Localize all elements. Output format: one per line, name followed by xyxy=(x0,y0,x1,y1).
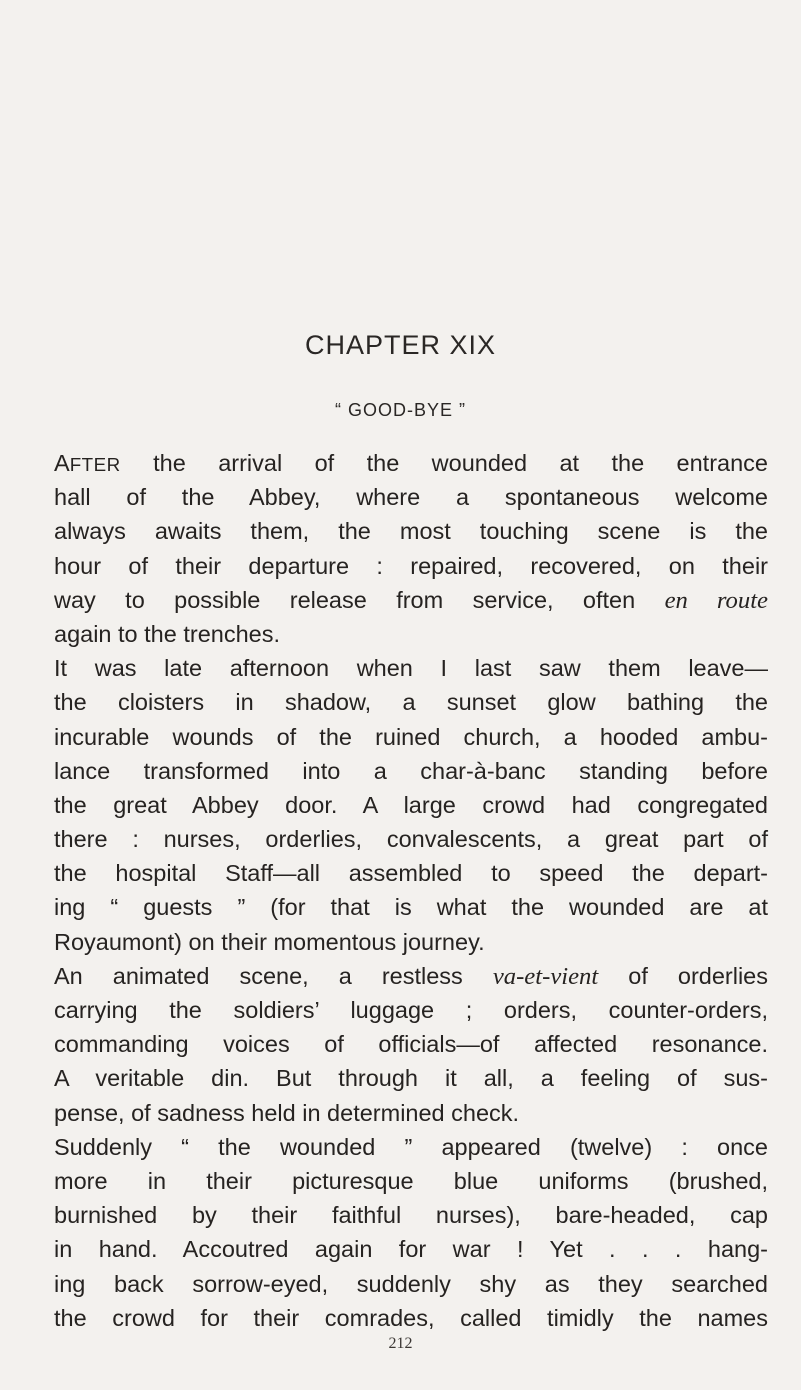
text-line: way to possible release from service, often en route xyxy=(54,586,768,614)
chapter-subtitle: “ GOOD-BYE ” xyxy=(334,400,466,420)
text-line: more in their picturesque blue uniforms (brushed, xyxy=(54,1167,768,1194)
page-number: 212 xyxy=(388,1335,413,1352)
body-text xyxy=(54,446,768,1335)
text-line: lance transformed into a char-à-banc standing before xyxy=(54,757,768,784)
text-line: the crowd for their comrades, called timidly the names xyxy=(54,1304,768,1331)
text-line: always awaits them, the most touching scene is the xyxy=(54,518,768,545)
chapter-title: CHAPTER XIX xyxy=(304,330,497,360)
text-line: again to the trenches. xyxy=(54,620,281,647)
text-line: the cloisters in shadow, a sunset glow bathing the xyxy=(54,689,768,716)
text-line: ing back sorrow-eyed, suddenly shy as they searched xyxy=(54,1270,768,1297)
text-line: commanding voices of officials—of affected resonance. xyxy=(54,1031,768,1058)
text-line: incurable wounds of the ruined church, a hooded ambu- xyxy=(54,723,768,750)
text-line: A veritable din. But through it all, a feeling of sus- xyxy=(54,1065,768,1092)
text-line: An animated scene, a restless va-et-vient of orderlies xyxy=(54,962,769,990)
text-line: hall of the Abbey, where a spontaneous welcome xyxy=(54,484,768,511)
text-line: pense, of sadness held in determined check. xyxy=(54,1099,520,1126)
text-line: there : nurses, orderlies, convalescents, a great part of xyxy=(54,826,768,853)
text-line: burnished by their faithful nurses), bare-headed, cap xyxy=(54,1202,768,1229)
text-line: ing “ guests ” (for that is what the wounded are at xyxy=(54,894,768,921)
text-line: AFTER the arrival of the wounded at the entrance xyxy=(54,450,768,476)
text-line: in hand. Accoutred again for war ! Yet . . . hang- xyxy=(54,1236,768,1263)
text-line: the hospital Staff—all assembled to speed the depart- xyxy=(54,860,768,887)
text-line: Royaumont) on their momentous journey. xyxy=(54,928,485,955)
text-line: It was late afternoon when I last saw them leave— xyxy=(54,655,768,682)
text-line: hour of their departure : repaired, recovered, on their xyxy=(54,552,768,579)
text-line: the great Abbey door. A large crowd had congregated xyxy=(54,791,768,818)
text-line: carrying the soldiers’ luggage ; orders, counter-orders, xyxy=(54,997,768,1023)
text-line: Suddenly “ the wounded ” appeared (twelve) : once xyxy=(54,1133,768,1160)
